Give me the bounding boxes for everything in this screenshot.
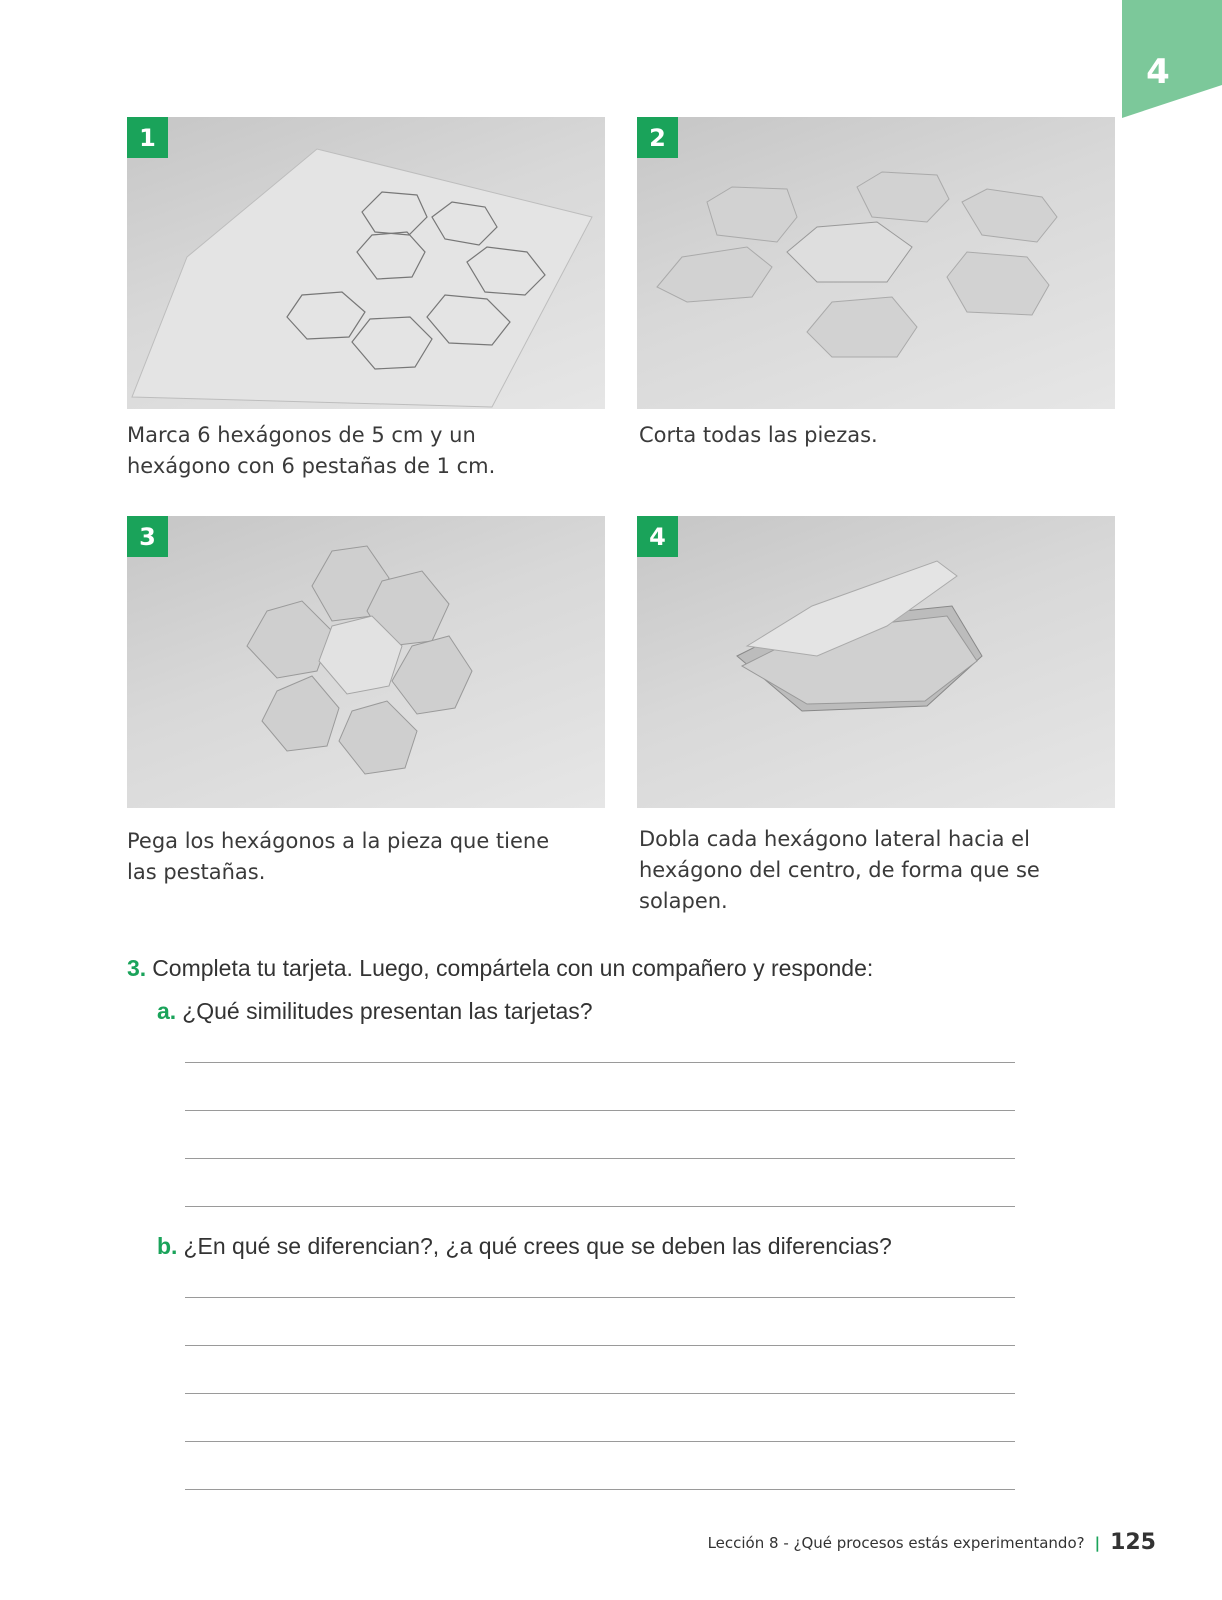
cut-hexagons-illustration — [637, 117, 1115, 409]
part-a-letter: a. — [157, 998, 177, 1024]
page-footer — [708, 1530, 1156, 1555]
answer-line[interactable] — [185, 1345, 1015, 1346]
glued-hexagons-illustration — [127, 516, 605, 808]
answer-line[interactable] — [185, 1206, 1015, 1207]
chapter-number: 4 — [1146, 52, 1170, 92]
part-b-letter: b. — [157, 1233, 178, 1259]
question-text: Completa tu tarjeta. Luego, compártela con un compañero y responde: — [152, 955, 874, 981]
answer-line[interactable] — [185, 1441, 1015, 1442]
question-number: 3. — [127, 955, 147, 981]
step-3-photo — [127, 516, 605, 808]
answer-line[interactable] — [185, 1062, 1015, 1063]
step-3-caption: Pega los hexágonos a la pieza que tiene las pestañas. — [127, 829, 550, 884]
part-a-text: ¿Qué similitudes presentan las tarjetas? — [182, 998, 593, 1024]
part-b-text: ¿En qué se diferencian?, ¿a qué crees que se deben las diferencias? — [183, 1233, 892, 1259]
answer-line[interactable] — [185, 1489, 1015, 1490]
hexagon-template-illustration — [127, 117, 605, 409]
footer-separator: | — [1094, 1533, 1101, 1552]
step-3-badge: 3 — [127, 516, 168, 557]
step-1-photo — [127, 117, 605, 409]
step-4-badge: 4 — [637, 516, 678, 557]
answer-line[interactable] — [185, 1393, 1015, 1394]
step-1-caption: Marca 6 hexágonos de 5 cm y un hexágono con 6 pestañas de 1 cm. — [127, 423, 496, 478]
step-2-caption: Corta todas las piezas. — [639, 423, 878, 447]
answer-line[interactable] — [185, 1297, 1015, 1298]
step-2-photo — [637, 117, 1115, 409]
step-4-photo — [637, 516, 1115, 808]
lesson-title: Lección 8 - ¿Qué procesos estás experimentando? — [707, 1533, 1085, 1552]
step-4-caption: Dobla cada hexágono lateral hacia el hexágono del centro, de forma que se solapen. — [639, 827, 1040, 913]
step-2-badge: 2 — [637, 117, 678, 158]
folded-card-illustration — [637, 516, 1115, 808]
answer-line[interactable] — [185, 1158, 1015, 1159]
step-1-badge: 1 — [127, 117, 168, 158]
page-number: 125 — [1110, 1530, 1156, 1555]
question-part-a — [157, 998, 593, 1025]
answer-line[interactable] — [185, 1110, 1015, 1111]
question-3 — [127, 955, 873, 982]
question-part-b — [157, 1233, 892, 1260]
